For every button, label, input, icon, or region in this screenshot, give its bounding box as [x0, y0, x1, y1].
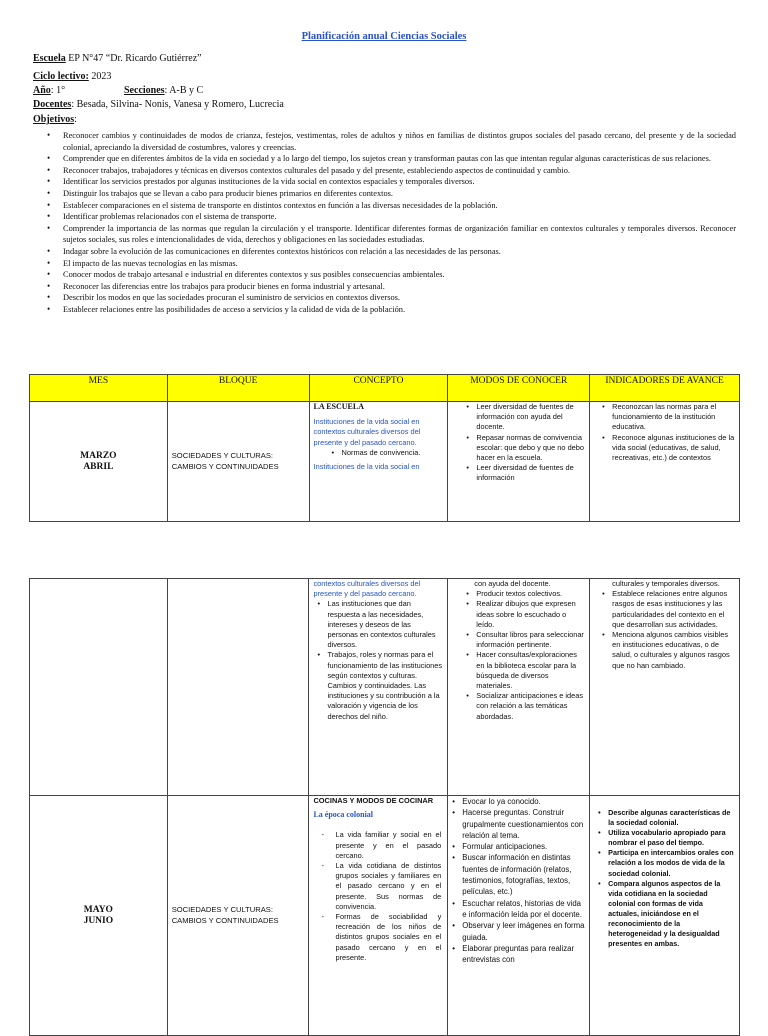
objective-item: • Identificar problemas relacionados con el sistema de transporte.: [33, 211, 736, 223]
modos-item: • Formular anticipaciones.: [448, 841, 585, 852]
objetivos-line: Objetivos:: [33, 114, 77, 125]
mes-label: ABRIL: [83, 461, 114, 472]
indicadores-cell: [590, 402, 740, 522]
bloque-cell: SOCIEDADES Y CULTURAS: CAMBIOS Y CONTINUIDADES: [167, 796, 309, 1036]
modos-item: • Consultar libros para seleccionar información pertinente.: [462, 630, 585, 650]
concepto-bullet: • Trabajos, roles y normas para el funcionamiento de las instituciones según contextos y culturas. Cambios y continuidades. Las instituciones y su contribución a la valoración y vigencia de los derechos del niño.: [313, 650, 443, 721]
mes-cell: [30, 402, 168, 522]
header-bloque: BLOQUE: [167, 375, 309, 402]
table-row: [30, 402, 740, 522]
indicadores-item: • Reconozcan las normas para el funcionamiento de la institución educativa.: [598, 402, 735, 433]
docentes-line: [33, 99, 284, 110]
indicadores-item: • Menciona algunos cambios visibles en instituciones educativas, o de salud, o culturales y algunos rasgos que no han cambiado.: [598, 630, 735, 671]
modos-item: • Hacerse preguntas. Construir grupalmente cuestionamientos con relación al tema.: [448, 807, 585, 841]
concepto-item: - La vida familiar y social en el presente y en el pasado cercano.: [313, 830, 443, 861]
objective-item: • Describir los modos en que las sociedades procuran el suministro de servicios en contextos diversos.: [33, 292, 736, 304]
objective-item: • Comprender la importancia de las normas que regulan la circulación y el transporte. Identificar diferentes formas de organización familiar en contextos culturales y temporales diversos. Reconocer sujetos sociales, sus roles e intencionalidades de vida, derechos y obligaciones en las sociedades estudiadas.: [33, 223, 736, 246]
modos-item: • Socializar anticipaciones e ideas con relación a las temáticas abordadas.: [462, 691, 585, 722]
objective-item: • Comprender que en diferentes ámbitos de la vida en sociedad y a lo largo del tiempo, los sujetos crean y transforman pautas con las que intentan regular algunas características de sus relaciones.: [33, 153, 736, 165]
concepto-title: COCINAS Y MODOS DE COCINAR: [313, 796, 434, 805]
concepto-cell: [309, 402, 448, 522]
header-concepto: CONCEPTO: [309, 375, 448, 402]
table-row: [30, 796, 740, 1036]
secciones-label: Secciones: [124, 85, 165, 96]
indicadores-text: culturales y temporales diversos.: [612, 579, 720, 588]
modos-item: • Escuchar relatos, historias de vida e información leída por el docente.: [448, 898, 585, 921]
modos-item: • Buscar información en distintas fuentes de información (relatos, testimonios, fotografías, textos, películas, etc.): [448, 852, 585, 897]
concepto-item: - Formas de sociabilidad y recreación de los niños de distintos grupos sociales en el pasado cercano y en el presente.: [313, 912, 443, 963]
concepto-text: Instituciones de la vida social en: [313, 462, 420, 472]
objective-item: • Establecer comparaciones en el sistema de transporte en distintos contextos en función a las diversas necesidades de la población.: [33, 200, 736, 212]
modos-item: • Realizar dibujos que expresen ideas sobre lo escuchado o leído.: [462, 599, 585, 630]
objetivos-label: Objetivos: [33, 114, 75, 125]
modos-cell: [448, 796, 590, 1036]
concepto-cell: [309, 796, 448, 1036]
indicadores-item: • Describe algunas características de la sociedad colonial.: [594, 808, 735, 828]
ciclo-line: [33, 71, 111, 82]
concepto-item: - La vida cotidiana de distintos grupos sociales y familiares en el pasado cercano y en el presente. Sus normas de convivencia.: [313, 861, 443, 912]
header-indicadores: INDICADORES DE AVANCE: [590, 375, 740, 402]
secciones-line: [124, 85, 203, 96]
indicadores-cell: [590, 579, 740, 796]
objective-item: • Indagar sobre la evolución de las comunicaciones en diferentes contextos históricos con relación a las necesidades de las personas.: [33, 246, 736, 258]
concepto-bullet: • Las instituciones que dan respuesta a las necesidades, intereses y deseos de las personas en contextos culturales diversos.: [313, 599, 443, 650]
table-row: [30, 579, 740, 796]
modos-item: • Repasar normas de convivencia escolar: que debo y que no debo hacer en la escuela.: [462, 433, 585, 464]
docentes-value: : Besada, Silvina- Nonis, Vanesa y Romero, Lucrecia: [71, 99, 284, 110]
indicadores-item: • Participa en intercambios orales con relación a los modos de vida de la sociedad colonial.: [594, 848, 735, 878]
concepto-title: LA ESCUELA: [313, 402, 364, 411]
concepto-cell: [309, 579, 448, 796]
indicadores-cell: [590, 796, 740, 1036]
concepto-text: contextos culturales diversos del presente y del pasado cercano.: [313, 579, 421, 599]
mes-cell: [30, 796, 168, 1036]
concepto-subtitle: La época colonial: [313, 810, 374, 820]
indicadores-item: • Reconoce algunas instituciones de la vida social (educativas, de salud, recreativas, etc.) de contextos: [598, 433, 735, 464]
indicadores-item: • Establece relaciones entre algunos rasgos de esas instituciones y las particularidades del contexto en el que desarrollan sus actividades.: [598, 589, 735, 630]
mes-cell: [30, 579, 168, 796]
bloque-cell: [167, 579, 309, 796]
mes-label: MAYO: [83, 904, 113, 915]
header-mes: MES: [30, 375, 168, 402]
objective-item: • Distinguir los trabajos que se llevan a cabo para producir bienes primarios en diferentes contextos.: [33, 188, 736, 200]
concepto-bullet: • Normas de convivencia.: [328, 448, 444, 458]
modos-item: • Producir textos colectivos.: [462, 589, 585, 599]
indicadores-item: • Utiliza vocabulario apropiado para nombrar el paso del tiempo.: [594, 828, 735, 848]
anio-value: : 1°: [50, 85, 66, 96]
docentes-label: Docentes: [33, 99, 72, 110]
modos-item: • Leer diversidad de fuentes de información: [462, 463, 585, 483]
secciones-value: : A-B y C: [164, 85, 204, 96]
objective-item: • Reconocer las diferencias entre los trabajos para producir bienes en forma industrial y artesanal.: [33, 281, 736, 293]
mes-label: MARZO: [80, 450, 117, 461]
modos-cell: [448, 402, 590, 522]
planning-table-top: [29, 374, 740, 522]
modos-item: • Leer diversidad de fuentes de información con ayuda del docente.: [462, 402, 585, 433]
escuela-value: EP N°47 “Dr. Ricardo Gutiérrez”: [65, 53, 202, 64]
anio-label: Año: [33, 85, 51, 96]
modos-item: • Hacer consultas/exploraciones en la biblioteca escolar para la búsqueda de diversos materiales.: [462, 650, 585, 691]
planning-table-bottom: [29, 578, 740, 1036]
objectives-list: [33, 130, 736, 316]
bloque-cell: SOCIEDADES Y CULTURAS: CAMBIOS Y CONTINUIDADES: [167, 402, 309, 522]
modos-text: con ayuda del docente.: [474, 579, 551, 588]
objective-item: • Reconocer trabajos, trabajadores y técnicas en diversos contextos culturales del pasado y del presente, estableciendo aspectos de continuidad y cambio.: [33, 165, 736, 177]
concepto-text: Instituciones de la vida social en contextos culturales diversos del presente y del pasado cercano.: [313, 417, 421, 447]
objective-item: • Identificar los servicios prestados por algunas instituciones de la vida social en contextos espaciales y temporales diversos.: [33, 176, 736, 188]
objective-item: • El impacto de las nuevas tecnologías en las mismas.: [33, 258, 736, 270]
ciclo-value: 2023: [88, 71, 112, 82]
modos-item: • Observar y leer imágenes en forma guiada.: [448, 920, 585, 943]
indicadores-item: • Compara algunos aspectos de la vida cotidiana en la sociedad colonial con formas de vida actuales, iniciándose en el reconocimiento de la heterogeneidad y la desigualdad presentes en ambas.: [594, 879, 735, 950]
modos-item: • Evocar lo ya conocido.: [448, 796, 585, 807]
mes-label: JUNIO: [83, 915, 114, 926]
objective-item: • Establecer relaciones entre las posibilidades de acceso a servicios y la calidad de vida de la población.: [33, 304, 736, 316]
ciclo-label: Ciclo lectivo:: [33, 71, 89, 82]
escuela-label: Escuela: [33, 53, 66, 64]
page-title: Planificación anual Ciencias Sociales: [301, 31, 467, 42]
modos-cell: [448, 579, 590, 796]
table-header-row: [30, 375, 740, 402]
objective-item: • Conocer modos de trabajo artesanal e industrial en diferentes contextos y sus posibles consecuencias ambientales.: [33, 269, 736, 281]
escuela-line: [33, 53, 202, 64]
modos-item: • Elaborar preguntas para realizar entrevistas con: [448, 943, 585, 966]
header-modos: MODOS DE CONOCER: [448, 375, 590, 402]
objective-item: • Reconocer cambios y continuidades de modos de crianza, festejos, vestimentas, roles de adultos y niños en familias de distintos grupos sociales del pasado cercano, del presente y de la sociedad colonial, apreciando la diversidad de costumbres, valores y creencias.: [33, 130, 736, 153]
